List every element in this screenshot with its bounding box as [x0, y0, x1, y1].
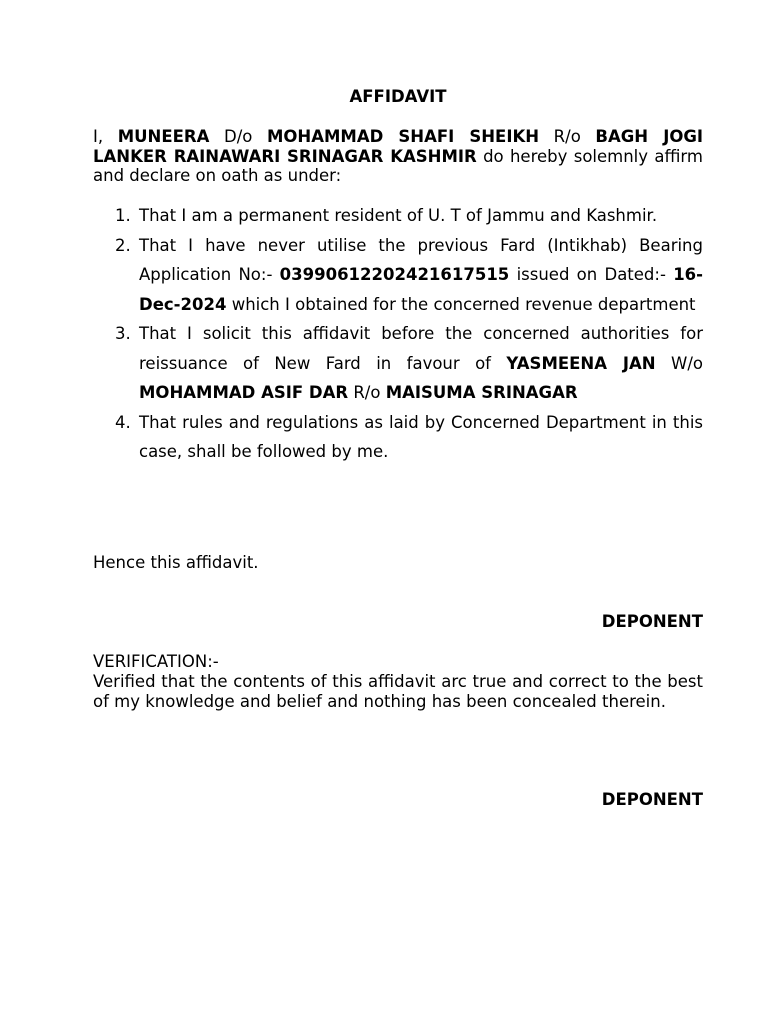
- deponent-address: BAGH JOGI LANKER RAINAWARI SRINAGAR KASHMIR: [93, 127, 704, 166]
- item-number: 4.: [115, 412, 131, 432]
- intro-relation-1: D/o: [224, 127, 253, 146]
- beneficiary-address: MAISUMA SRINAGAR: [385, 383, 578, 402]
- document-title: AFFIDAVIT: [349, 87, 447, 106]
- deponent-label: DEPONENT: [601, 612, 703, 631]
- intro-paragraph: [93, 127, 703, 186]
- closing-statement: Hence this affidavit.: [93, 553, 259, 572]
- application-number: 03990612202421617515: [279, 265, 510, 284]
- item-text: That I am a permanent resident of U. T of Jammu and Kashmir.: [139, 206, 658, 225]
- item-number: 3.: [115, 324, 131, 343]
- declaration-list: [93, 201, 703, 467]
- item-text: issued on Dated:-: [516, 265, 666, 284]
- deponent-label: DEPONENT: [601, 790, 703, 809]
- verification-text: Verified that the contents of this affidavit arc true and correct to the best of my knowledge and belief and nothing has been concealed therein.: [93, 672, 703, 711]
- issue-date: 16-Dec-2024: [139, 265, 703, 314]
- list-item: [93, 201, 703, 231]
- item-text: That rules and regulations as laid by Concerned Department in this case, shall be followed by me.: [139, 412, 703, 461]
- intro-prefix: I,: [93, 127, 104, 146]
- item-number: 1.: [115, 206, 131, 225]
- item-relation-1: W/o: [671, 353, 704, 373]
- intro-relation-2: R/o: [553, 127, 581, 146]
- list-item: [93, 408, 703, 467]
- item-number: 2.: [115, 235, 131, 255]
- father-name: MOHAMMAD SHAFI SHEIKH: [266, 127, 540, 146]
- item-text: which I obtained for the concerned revenue department: [231, 294, 696, 314]
- list-item: [93, 319, 703, 408]
- item-text: That I solicit this affidavit before the concerned authorities for reissuance of New Fard in favour of: [139, 324, 703, 373]
- item-text: That I have never utilise the previous Fard (Intikhab) Bearing Application No:-: [139, 235, 703, 284]
- deponent-name: MUNEERA: [117, 127, 210, 146]
- item-relation-2: R/o: [353, 383, 381, 402]
- beneficiary-name: YASMEENA JAN: [506, 353, 656, 373]
- verification-heading: VERIFICATION:-: [93, 652, 219, 671]
- intro-suffix: do hereby solemnly affirm and declare on oath as under:: [93, 146, 703, 185]
- list-item: [93, 231, 703, 320]
- husband-name: MOHAMMAD ASIF DAR: [139, 383, 349, 402]
